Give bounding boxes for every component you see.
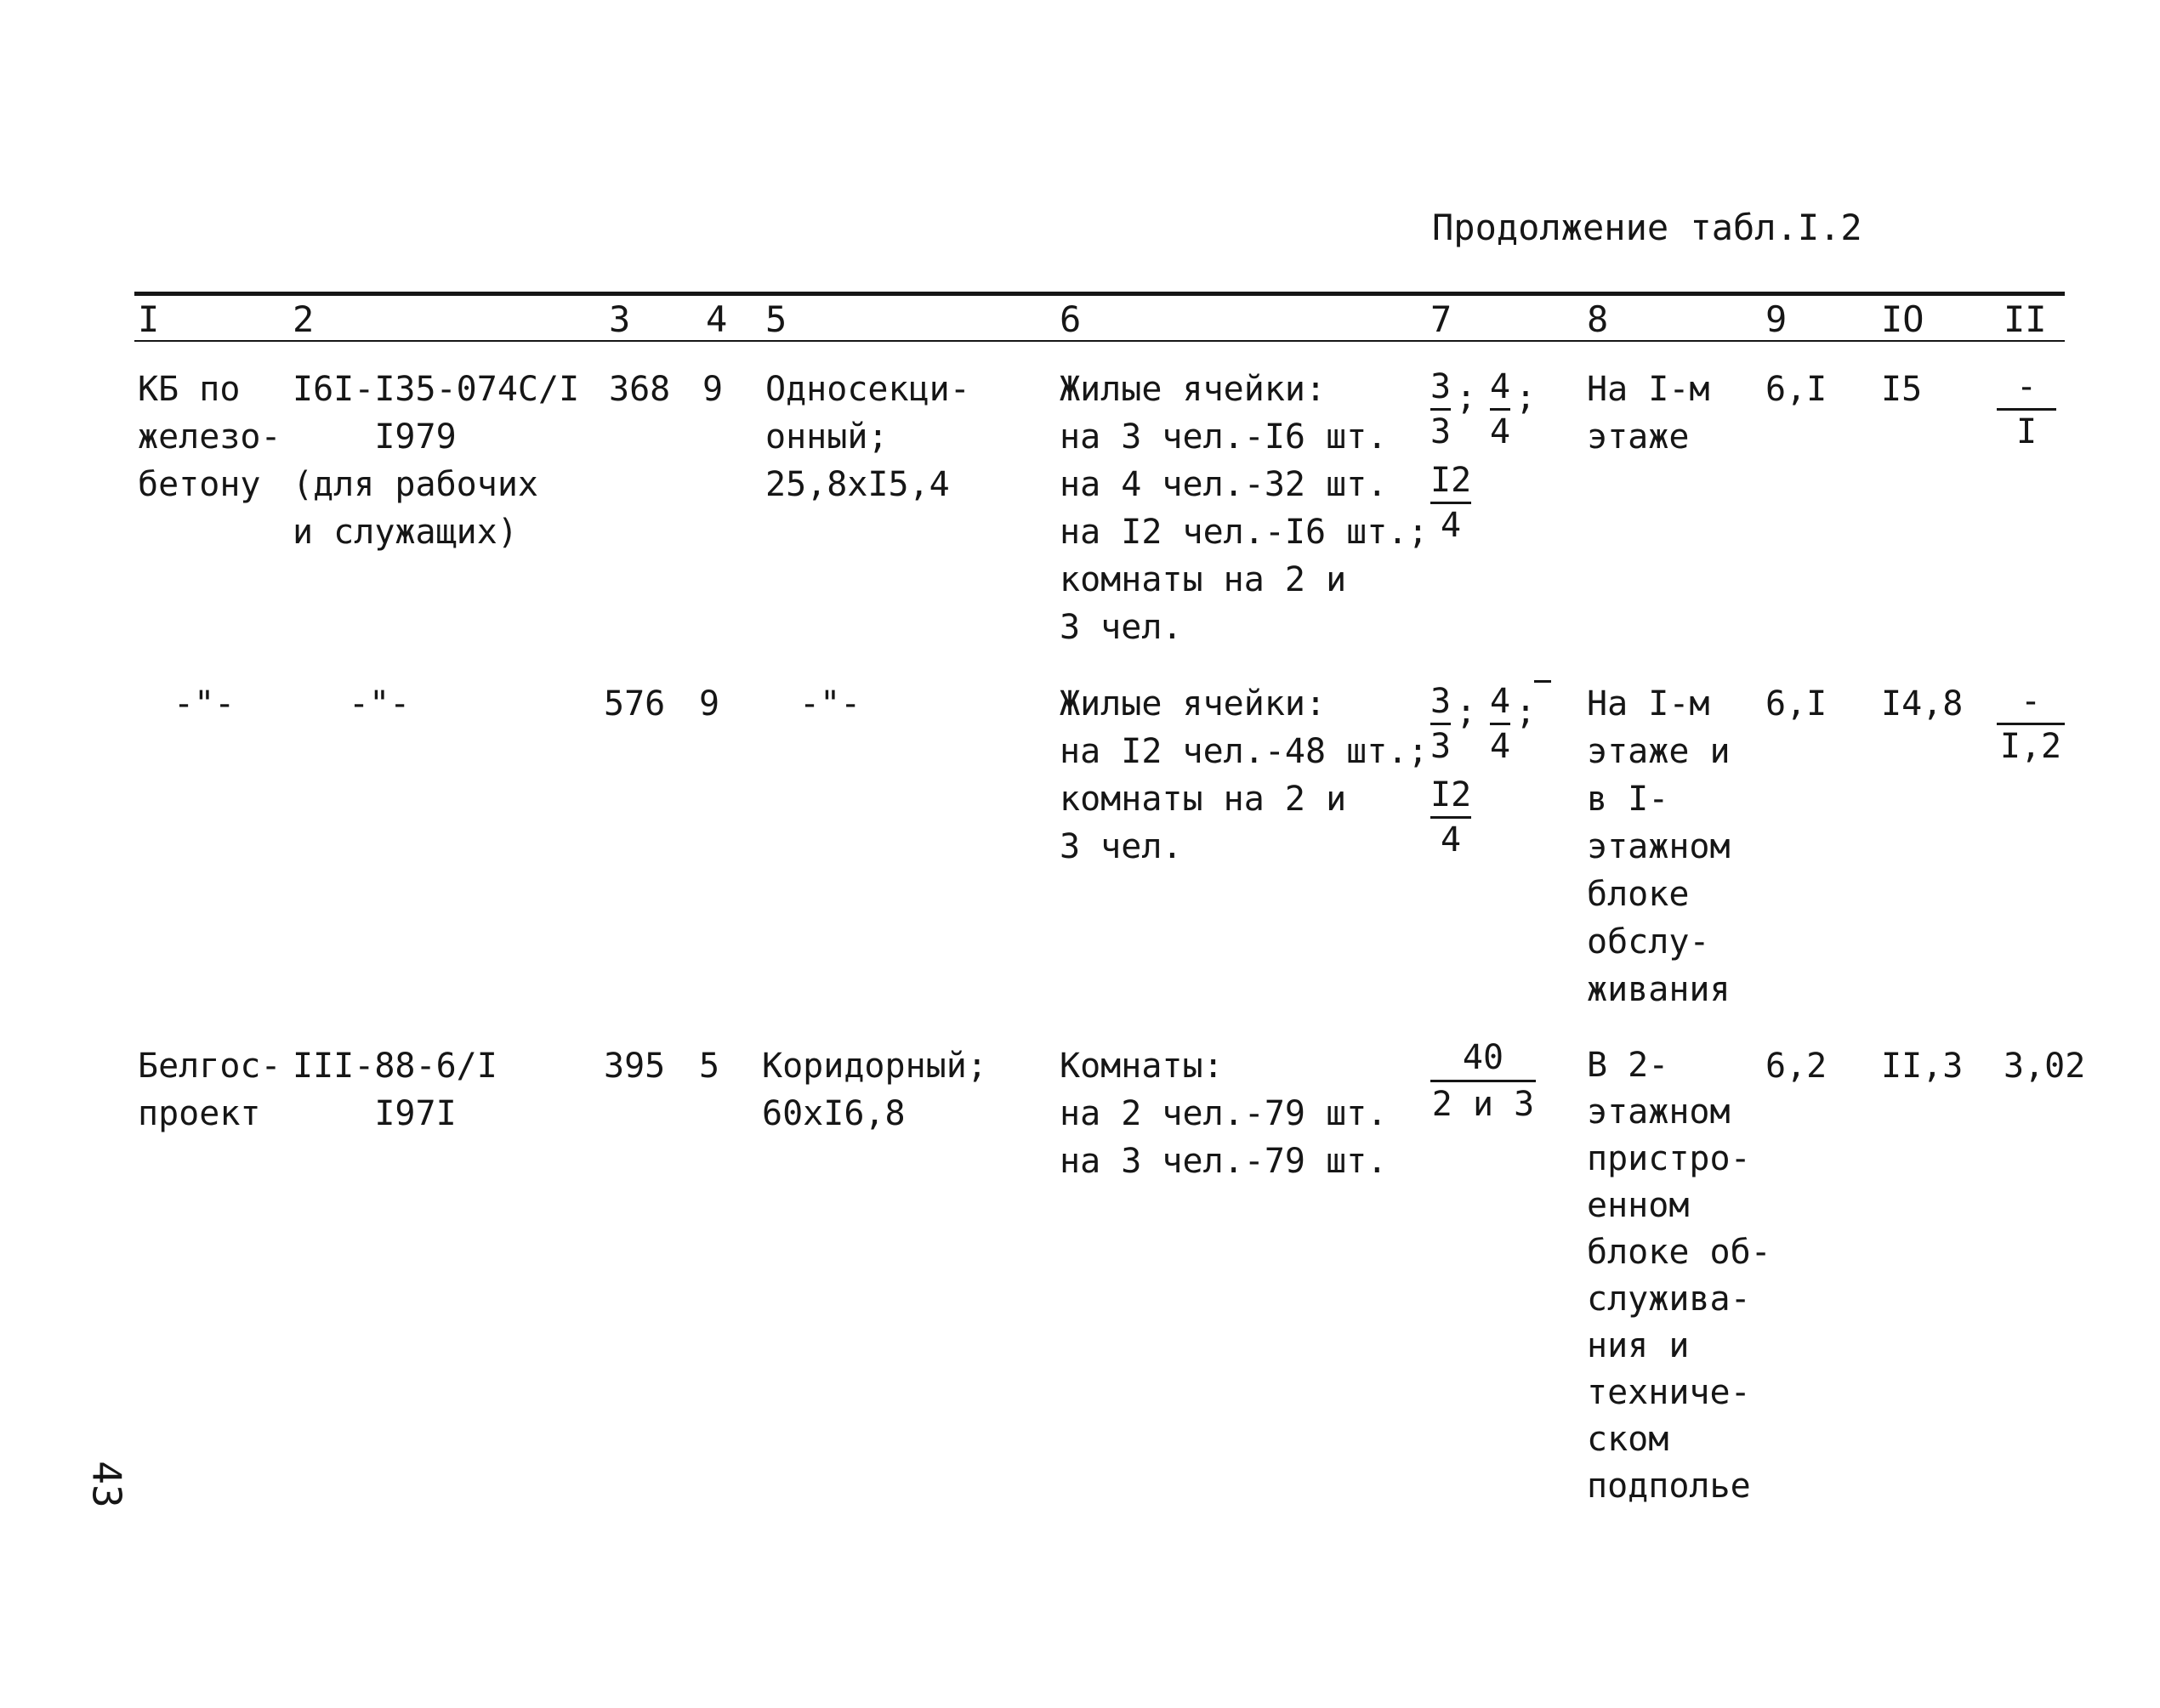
fraction: 40 2 и 3 [1430, 1036, 1536, 1126]
col-header-3: 3 [609, 298, 631, 340]
cell-col8: На I-м этаже [1587, 370, 1710, 457]
cell-col11: 3,02 [2004, 1047, 2086, 1086]
cell-col9: 6,I [1765, 370, 1827, 409]
col-header-6: 6 [1060, 298, 1082, 340]
cell-col4: 9 [699, 684, 720, 723]
cell-col8: В 2- этажном пристро- енном блоке об- служива- ния и техниче- ском подполье [1587, 1046, 1771, 1506]
fraction: $\frac{4}{4}$ [1490, 682, 1511, 766]
cell-col9: 6,2 [1765, 1047, 1827, 1086]
cell-organization: -"- [173, 684, 236, 723]
cell-col6: Комнаты: на 2 чел.-79 шт. на 3 чел.-79 шт. [1060, 1047, 1388, 1181]
cell-col6: Жилые ячейки: на 3 чел.-I6 шт. на 4 чел.-32 шт. на I2 чел.-I6 шт.; комнаты на 2 и 3 чел. [1060, 370, 1429, 647]
cell-col5: -"- [799, 684, 861, 723]
fraction: - I,2 [1997, 680, 2065, 768]
col-header-1: I [138, 298, 160, 340]
cell-project-code: I6I-I35-074С/I I979 (для рабочих и служащих) [293, 370, 580, 552]
fraction: $\frac{I2}{4}$ [1430, 461, 1472, 545]
col-header-5: 5 [765, 298, 787, 340]
cell-col10: II,3 [1881, 1047, 1964, 1086]
fraction: $\frac{3}{3}$ [1430, 367, 1452, 451]
fraction-separator: ; [1456, 378, 1477, 417]
cell-col3: 368 [609, 370, 671, 409]
col-header-2: 2 [293, 298, 315, 340]
stray-dash [1534, 680, 1551, 683]
cell-col6: Жилые ячейки: на I2 чел.-48 шт.; комнаты на 2 и 3 чел. [1060, 684, 1429, 866]
cell-project-code: III-88-6/I I97I [293, 1047, 497, 1133]
cell-col10: I4,8 [1881, 684, 1964, 723]
cell-col8: На I-м этаже и в I- этажном блоке обслу- живания [1587, 684, 1731, 1009]
cell-project-code: -"- [349, 684, 411, 723]
fraction-separator: ; [1456, 693, 1477, 732]
fraction: $\frac{3}{3}$ [1430, 682, 1452, 766]
col-header-11: II [2004, 298, 2047, 340]
cell-col9: 6,I [1765, 684, 1827, 723]
fraction: $\frac{I2}{4}$ [1430, 775, 1472, 860]
table-caption: Продолжение табл.I.2 [1432, 207, 1862, 248]
cell-organization: Белгос- проект [138, 1047, 281, 1133]
col-header-4: 4 [706, 298, 728, 340]
fraction-separator: ; [1515, 378, 1537, 417]
cell-col3: 576 [604, 684, 666, 723]
cell-col5: Коридорный; 60хI6,8 [762, 1047, 987, 1133]
fraction-separator: ; [1515, 693, 1537, 732]
col-header-9: 9 [1765, 298, 1788, 340]
col-header-7: 7 [1430, 298, 1452, 340]
col-header-10: IO [1881, 298, 1924, 340]
cell-col10: I5 [1881, 370, 1923, 409]
cell-col4: 9 [702, 370, 724, 409]
cell-col5: Односекци- онный; 25,8хI5,4 [765, 370, 970, 504]
col-header-8: 8 [1587, 298, 1609, 340]
cell-col4: 5 [699, 1047, 720, 1086]
fraction: $\frac{4}{4}$ [1490, 367, 1511, 451]
fraction: - I [1997, 366, 2056, 453]
page-number: 43 [83, 1461, 130, 1508]
cell-organization: КБ по железо- бетону [138, 370, 281, 504]
cell-col3: 395 [604, 1047, 666, 1086]
